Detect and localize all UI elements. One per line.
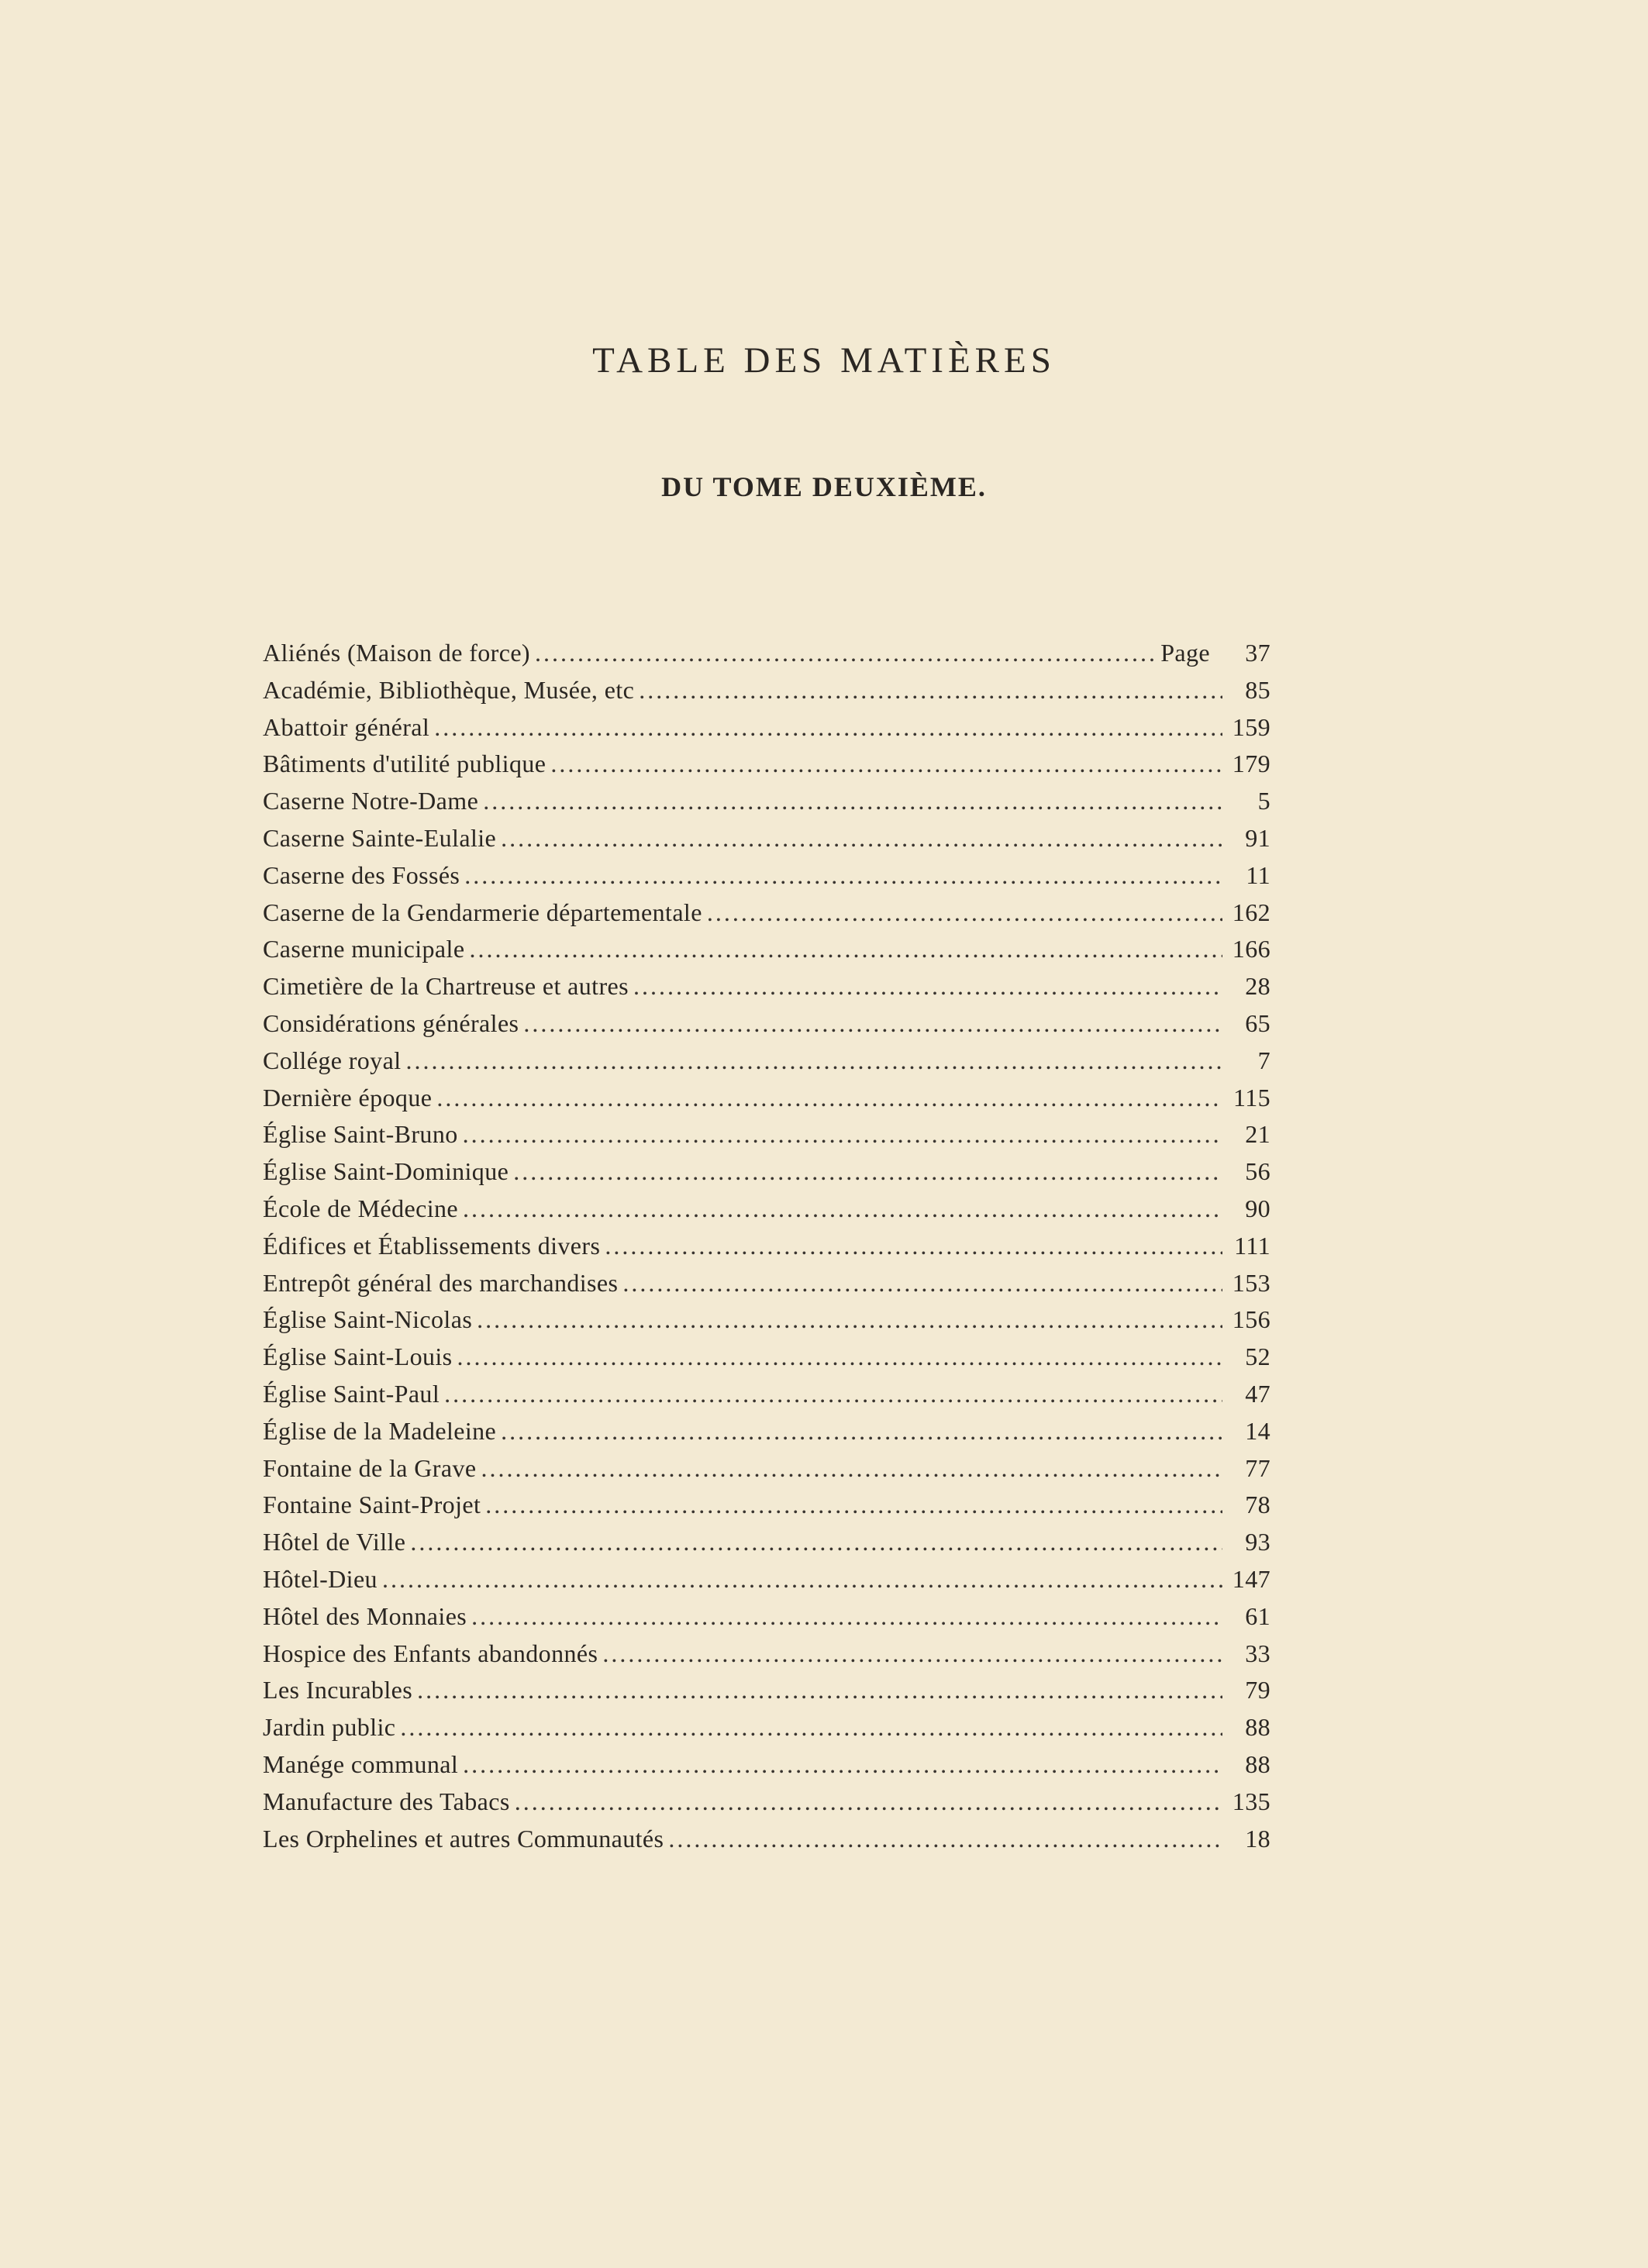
toc-entry-label: Caserne Notre-Dame [263, 787, 479, 815]
toc-entry-label: Hospice des Enfants abandonnés [263, 1639, 598, 1667]
toc-dot-leader [417, 1672, 1222, 1709]
toc-entry [263, 783, 1270, 820]
toc-entry-label: Caserne des Fossés [263, 860, 460, 889]
toc-entry-page-number: 147 [1232, 1564, 1270, 1593]
toc-entry [263, 894, 1270, 932]
toc-entry-label: Manége communal [263, 1749, 459, 1778]
toc-entry [263, 1746, 1270, 1784]
toc-entry-page-number: 79 [1245, 1676, 1270, 1704]
toc-entry-page-number: 33 [1245, 1639, 1270, 1667]
toc-entry-page-number: 88 [1245, 1749, 1270, 1778]
toc-dot-leader [471, 1598, 1222, 1636]
toc-entry [263, 1265, 1270, 1302]
toc-dot-leader [501, 820, 1222, 857]
toc-entry [263, 1339, 1270, 1376]
toc-entry-label: École de Médecine [263, 1194, 459, 1222]
toc-entry-label: Académie, Bibliothèque, Musée, etc [263, 675, 635, 704]
toc-dot-leader [481, 1450, 1222, 1487]
toc-entry-label: Fontaine Saint-Projet [263, 1491, 481, 1519]
toc-entry-page-number: 179 [1232, 750, 1270, 778]
toc-entry-page-number: 5 [1257, 787, 1270, 815]
toc-dot-leader [463, 1116, 1222, 1153]
toc-dot-leader [602, 1636, 1222, 1673]
toc-dot-leader [523, 1005, 1222, 1043]
toc-entry-label: Église Saint-Nicolas [263, 1305, 473, 1334]
toc-entry-label: Fontaine de la Grave [263, 1453, 477, 1482]
toc-entry-page-number: 111 [1234, 1231, 1270, 1260]
toc-entry [263, 1821, 1270, 1858]
toc-dot-leader [483, 783, 1222, 820]
toc-entry-page-number: 47 [1245, 1379, 1270, 1408]
toc-entry [263, 1005, 1270, 1043]
toc-entry-page-number: 7 [1257, 1046, 1270, 1074]
toc-dot-leader [707, 894, 1222, 932]
toc-dot-leader [485, 1487, 1222, 1524]
toc-dot-leader [463, 1191, 1222, 1228]
toc-entry-label: Église Saint-Paul [263, 1379, 440, 1408]
toc-dot-leader [405, 1043, 1222, 1080]
toc-entry-label: Jardin public [263, 1713, 396, 1742]
toc-entry-label: Dernière époque [263, 1083, 433, 1112]
toc-entry [263, 968, 1270, 1005]
toc-entry-page-number: 162 [1232, 898, 1270, 926]
toc-dot-leader [605, 1228, 1222, 1265]
toc-entry-label: Hôtel-Dieu [263, 1564, 378, 1593]
toc-entry [263, 1709, 1270, 1746]
toc-entry-page-number: 65 [1245, 1008, 1270, 1037]
toc-dot-leader [434, 709, 1222, 746]
toc-dot-leader [457, 1339, 1222, 1376]
toc-entry-label: Église Saint-Louis [263, 1343, 453, 1371]
toc-entry [263, 746, 1270, 783]
toc-entry [263, 1191, 1270, 1228]
page-subtitle: DU TOME DEUXIÈME. [661, 471, 987, 502]
toc-dot-leader [513, 1153, 1222, 1191]
toc-entry [263, 1413, 1270, 1450]
toc-entry-page-number: 166 [1232, 935, 1270, 963]
toc-entry [263, 1784, 1270, 1821]
toc-entry [263, 1043, 1270, 1080]
toc-dot-leader [633, 968, 1222, 1005]
toc-entry-label: Édifices et Établissements divers [263, 1231, 601, 1260]
toc-dot-leader [469, 931, 1222, 968]
toc-entry [263, 931, 1270, 968]
toc-dot-leader [639, 672, 1222, 709]
toc-entry-label: Aliénés (Maison de force) [263, 639, 530, 667]
toc-entry-label: Église Saint-Bruno [263, 1120, 458, 1149]
toc-entry [263, 1376, 1270, 1413]
toc-entry [263, 1116, 1270, 1153]
toc-dot-leader [622, 1265, 1222, 1302]
toc-entry [263, 1228, 1270, 1265]
toc-dot-leader [464, 857, 1222, 894]
toc-entry-page-number: 135 [1232, 1787, 1270, 1815]
toc-entry-page-number: 21 [1245, 1120, 1270, 1149]
toc-entry-page-number: 14 [1245, 1416, 1270, 1445]
toc-dot-leader [444, 1376, 1222, 1413]
toc-entry [263, 1301, 1270, 1339]
toc-entry-page-number: 37 [1245, 639, 1270, 667]
toc-entry-page-number: 90 [1245, 1194, 1270, 1222]
toc-dot-leader [436, 1080, 1222, 1117]
toc-dot-leader [410, 1524, 1222, 1561]
toc-entry-page-number: 52 [1245, 1343, 1270, 1371]
toc-entry-page-number: 28 [1245, 972, 1270, 1001]
toc-entry-label: Abattoir général [263, 712, 430, 741]
toc-entry [263, 1561, 1270, 1598]
toc-dot-leader [382, 1561, 1222, 1598]
toc-entry-label: Cimetière de la Chartreuse et autres [263, 972, 629, 1001]
toc-entry-page-number: 159 [1232, 712, 1270, 741]
toc-entry-label: Hôtel des Monnaies [263, 1601, 467, 1630]
toc-entry [263, 1672, 1270, 1709]
toc-entry-label: Église Saint-Dominique [263, 1157, 509, 1186]
toc-dot-leader [463, 1746, 1222, 1784]
toc-entry [263, 1524, 1270, 1561]
toc-entry-label: Manufacture des Tabacs [263, 1787, 510, 1815]
toc-entry-label: Bâtiments d'utilité publique [263, 750, 546, 778]
toc-entry [263, 857, 1270, 894]
toc-dot-leader [400, 1709, 1222, 1746]
toc-entry [263, 709, 1270, 746]
toc-entry [263, 820, 1270, 857]
toc-entry-page-number: 88 [1245, 1713, 1270, 1742]
toc-entry [263, 672, 1270, 709]
toc-entry-label: Caserne municipale [263, 935, 465, 963]
toc-entry-label: Caserne Sainte-Eulalie [263, 823, 497, 852]
page-title: TABLE DES MATIÈRES [592, 340, 1056, 381]
toc-entry-label: Hôtel de Ville [263, 1528, 406, 1556]
toc-entry-page-number: 153 [1232, 1268, 1270, 1297]
toc-entry-label: Les Orphelines et autres Communautés [263, 1824, 664, 1853]
toc-entry [263, 1450, 1270, 1487]
toc-entry-page-number: 115 [1233, 1083, 1270, 1112]
toc-entry [263, 1636, 1270, 1673]
toc-entry-page-number: 85 [1245, 675, 1270, 704]
toc-dot-leader [535, 635, 1156, 672]
toc-dot-leader [501, 1413, 1222, 1450]
toc-entry-label: Entrepôt général des marchandises [263, 1268, 619, 1297]
toc-entry-page-number: 91 [1245, 823, 1270, 852]
toc-entry [263, 1487, 1270, 1524]
table-of-contents [263, 635, 1270, 1857]
toc-entry [263, 1598, 1270, 1636]
toc-entry [263, 635, 1270, 672]
toc-entry-label: Considérations générales [263, 1008, 519, 1037]
toc-dot-leader [550, 746, 1222, 783]
toc-entry-label: Caserne de la Gendarmerie départementale [263, 898, 702, 926]
toc-entry-page-number: 93 [1245, 1528, 1270, 1556]
toc-entry-label: Les Incurables [263, 1676, 413, 1704]
toc-entry-page-number: 77 [1245, 1453, 1270, 1482]
toc-entry-page-number: 18 [1245, 1824, 1270, 1853]
toc-entry-page-number: 11 [1246, 860, 1270, 889]
toc-entry-page-number: 61 [1245, 1601, 1270, 1630]
toc-dot-leader [515, 1784, 1222, 1821]
toc-entry-page-number: 156 [1232, 1305, 1270, 1334]
toc-page-prefix: Page [1160, 639, 1210, 667]
toc-entry [263, 1080, 1270, 1117]
toc-dot-leader [477, 1301, 1222, 1339]
toc-entry-page-number: 78 [1245, 1491, 1270, 1519]
toc-entry-label: Collége royal [263, 1046, 402, 1074]
toc-entry-label: Église de la Madeleine [263, 1416, 497, 1445]
toc-entry [263, 1153, 1270, 1191]
toc-dot-leader [668, 1821, 1222, 1858]
toc-entry-page-number: 56 [1245, 1157, 1270, 1186]
